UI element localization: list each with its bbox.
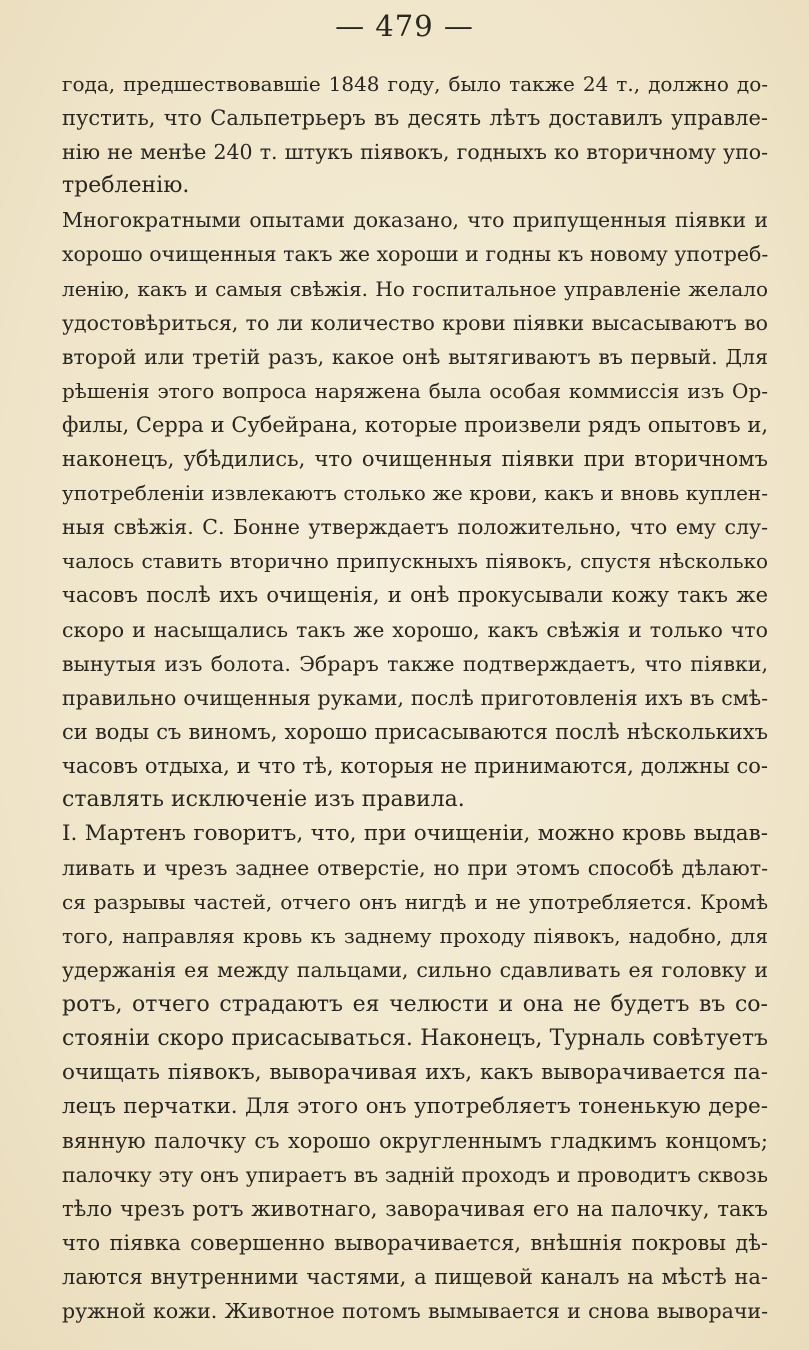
text-line: вынутыя изъ болота. Эбраръ также подтверждаетъ, что піявки,: [62, 651, 768, 676]
text-line: употребленіи извлекаютъ столько же крови, какъ и вновь куплен-: [62, 481, 768, 506]
text-line: стояніи скоро присасываться. Наконецъ, Турналь совѣтуетъ: [62, 1025, 768, 1051]
text-line: Многократными опытами доказано, что припущенныя піявки и: [62, 208, 768, 233]
text-line: правильно очищенныя руками, послѣ приготовленія ихъ въ смѣ-: [62, 685, 768, 710]
text-line: наконецъ, убѣдились, что очищенныя піявки при вторичномъ: [62, 447, 768, 472]
text-line: что піявка совершенно выворачивается, внѣшнія покровы дѣ-: [62, 1231, 768, 1256]
text-line: тѣло чрезъ ротъ животнаго, заворачивая его на палочку, такъ: [62, 1197, 768, 1222]
text-line: того, направляя кровь къ заднему проходу піявокъ, надобно, для: [62, 924, 768, 949]
text-line: ливать и чрезъ заднее отверстіе, но при этомъ способѣ дѣлают-: [62, 856, 768, 881]
body-text: [62, 67, 768, 1328]
text-line: пустить, что Сальпетрьеръ въ десять лѣтъ доставилъ управле-: [62, 106, 768, 131]
text-line: года, предшествовавшіе 1848 году, было также 24 т., должно до-: [62, 72, 768, 96]
text-line: скоро и насыщались такъ же хорошо, какъ свѣжія и только что: [62, 617, 768, 642]
text-line: рѣшенія этого вопроса наряжена была особая коммиссія изъ Ор-: [62, 378, 768, 403]
text-line: І. Мартенъ говоритъ, что, при очищеніи, можно кровь выдав-: [62, 821, 768, 847]
text-line: удержанія ея между пальцами, сильно сдавливать ея головку и: [62, 958, 768, 983]
text-line: чалось ставить вторично припускныхъ піявокъ, спустя нѣсколько: [62, 549, 768, 574]
text-line: палочку эту онъ упираетъ въ заднiй проходъ и проводитъ сквозь: [62, 1163, 768, 1187]
text-line: лаются внутренними частями, а пищевой каналъ на мѣстѣ на-: [62, 1265, 768, 1290]
text-line: ружной кожи. Животное потомъ вымывается и снова выворачи-: [62, 1299, 768, 1324]
text-line: си воды съ виномъ, хорошо присасываются послѣ нѣсколькихъ: [62, 719, 768, 744]
text-line: ротъ, отчего страдаютъ ея челюсти и она не будетъ въ со-: [62, 991, 768, 1017]
text-line: часовъ отдыха, и что тѣ, которыя не принимаются, должны со-: [62, 753, 768, 778]
text-line: лецъ перчатки. Для этого онъ употребляетъ тоненькую дере-: [62, 1093, 768, 1119]
text-line: ныя свѣжія. С. Бонне утверждаетъ положительно, что ему слу-: [62, 515, 768, 540]
page-number: — 479 —: [335, 9, 474, 43]
text-line: часовъ послѣ ихъ очищенія, и онѣ прокусывали кожу такъ же: [62, 583, 768, 608]
text-line: нію не менѣе 240 т. штукъ піявокъ, годныхъ ко вторичному упо-: [62, 140, 768, 165]
text-line: второй или третій разъ, какое онѣ вытягиваютъ въ первый. Для: [62, 344, 768, 369]
text-line: вянную палочку съ хорошо округленнымъ гладкимъ концомъ;: [62, 1128, 768, 1153]
text-line: ставлять исключеніе изъ правила.: [62, 786, 465, 812]
text-line: ся разрывы частей, отчего онъ нигдѣ и не употребляется. Кромѣ: [62, 890, 768, 915]
text-line: удостовѣриться, то ли количество крови піявки высасываютъ во: [62, 310, 768, 335]
text-line: хорошо очищенныя такъ же хороши и годны къ новому употреб-: [62, 242, 768, 267]
text-line: ленію, какъ и самыя свѣжія. Но госпитальное управленіе желало: [62, 276, 768, 301]
text-line: требленію.: [62, 173, 190, 199]
text-line: филы, Серра и Субейрана, которые произвели рядъ опытовъ и,: [62, 412, 768, 437]
text-line: очищать піявокъ, выворачивая ихъ, какъ выворачивается па-: [62, 1059, 768, 1085]
